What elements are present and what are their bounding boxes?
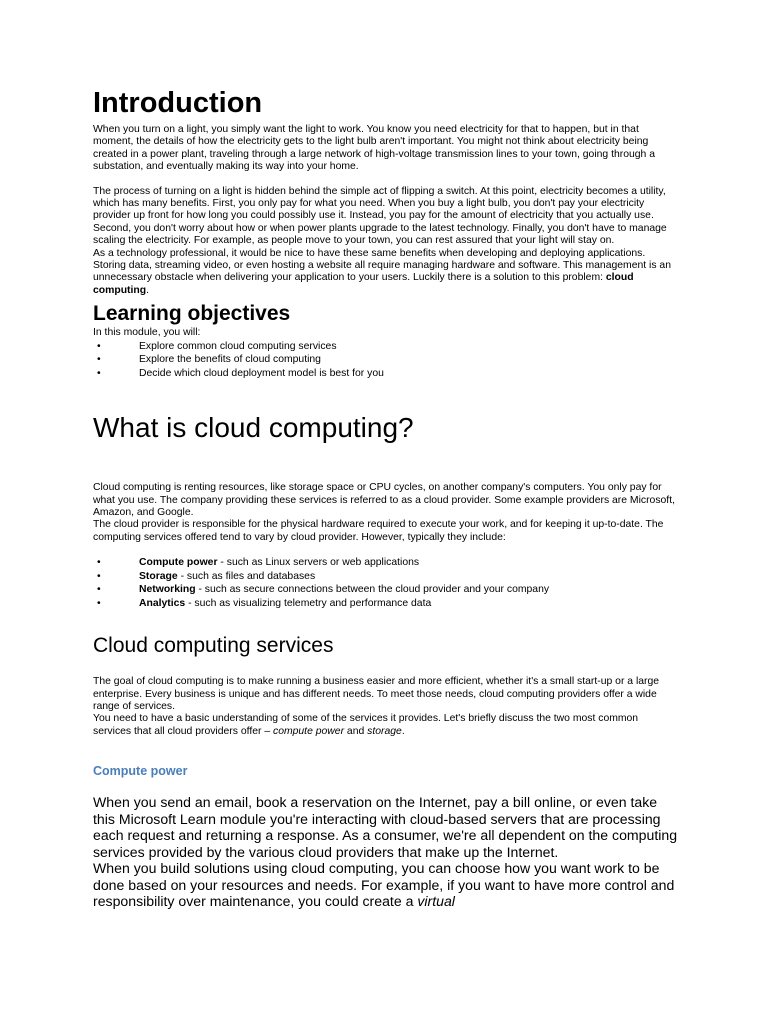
list-item: [93, 340, 678, 354]
list-item-term: Analytics: [139, 597, 186, 609]
introduction-heading: Introduction: [93, 87, 263, 119]
list-item-desc: - such as visualizing telemetry and performance data: [185, 597, 432, 609]
list-item: [93, 570, 678, 584]
list-item-desc: - such as secure connections between the cloud provider and your company: [195, 584, 550, 596]
list-item-term: Networking: [139, 584, 196, 596]
list-item: [93, 367, 678, 381]
services-paragraph-2-text: You need to have a basic understanding of some of the services it provides. Let's briefly discuss the two most common services that all cloud providers offer –: [93, 713, 639, 737]
list-item-text: Explore the benefits of cloud computing: [139, 354, 321, 366]
intro-paragraph-3-end: .: [146, 284, 149, 296]
services-paragraph-1: The goal of cloud computing is to make running a business easier and more efficient, whether it's a small start-up or a large enterprise. Every business is unique and has different needs. To meet those needs, cloud computing providers offer a wide range of services.: [93, 676, 660, 713]
compute-power-emphasis: compute power: [273, 725, 345, 737]
list-item: [93, 353, 678, 367]
intro-paragraph-1: When you turn on a light, you simply want the light to work. You know you need electricity for that to happen, but in that moment, the details of how the electricity gets to the light bulb aren't important. You might not think about electricity being created in a power plant, traveling through a large network of high-voltage transmission lines to your town, going through a substation, and eventually making its way into your home.: [93, 124, 655, 173]
and-text: and: [344, 725, 368, 737]
learning-objectives-heading: Learning objectives: [93, 302, 291, 326]
bullet: •: [97, 367, 101, 379]
list-item: [93, 583, 678, 597]
list-item-term: Compute power: [139, 557, 218, 569]
services-list: [93, 556, 678, 610]
bullet: •: [97, 340, 101, 352]
intro-paragraph-2: The process of turning on a light is hidden behind the simple act of flipping a switch. At this point, electricity becomes a utility, which has many benefits. First, you only pay for what you need. When you buy a light bulb, you don't pay your electricity provider up front for how long you could possibly use it. Instead, you pay for the amount of electricity that you actually use. Second, you don't worry about how or when power plants upgrade to the latest technology. Finally, you don't have to manage scaling the electricity. For example, as people move to your town, you can rest assured that your light will stay on.: [93, 185, 667, 247]
bullet: •: [97, 354, 101, 366]
bullet: •: [97, 584, 101, 596]
bullet: •: [97, 570, 101, 582]
objectives-list: [93, 340, 678, 381]
compute-paragraph-1: When you send an email, book a reservation on the Internet, pay a bill online, or even take this Microsoft Learn module you're interacting with cloud-based servers that are processing each request and returning a response. As a consumer, we're all dependent on the computing services provided by the various cloud providers that make up the Internet.: [93, 794, 678, 860]
what-paragraph-1: Cloud computing is renting resources, like storage space or CPU cycles, on another company's computers. You only pay for what you use. The company providing these services is referred to as a cloud provider. Some example providers are Microsoft, Amazon, and Google.: [93, 482, 675, 518]
services-paragraph-2: [93, 713, 678, 738]
list-item: [93, 556, 678, 570]
intro-paragraph-3-text: As a technology professional, it would be nice to have these same benefits when developing and deploying applications. Storing data, streaming video, or even hosting a website all require managing hardware and software. This management is an unnecessary obstacle when delivering your application to your users. Luckily there is a solution to this problem:: [93, 247, 671, 284]
objectives-lead: In this module, you will:: [93, 327, 201, 339]
cloud-computing-bold: cloud computing: [93, 272, 634, 296]
list-item-term: Storage: [139, 570, 178, 582]
storage-emphasis: storage: [367, 725, 402, 737]
what-paragraph-2: The cloud provider is responsible for the physical hardware required to execute your work, and for keeping it up-to-date. The computing services offered tend to vary by cloud provider. However, typically they include:: [93, 519, 664, 543]
compute-power-heading: Compute power: [93, 764, 188, 779]
virtual-emphasis: virtual: [417, 893, 455, 910]
bullet: •: [97, 557, 101, 569]
intro-paragraph-3: [93, 248, 678, 298]
list-item-text: Explore common cloud computing services: [139, 340, 337, 352]
compute-paragraph-2: [93, 860, 678, 910]
list-item-desc: - such as Linux servers or web applications: [217, 557, 420, 569]
cloud-computing-services-heading: Cloud computing services: [93, 634, 334, 658]
list-item: [93, 597, 678, 611]
list-item-desc: - such as files and databases: [177, 570, 316, 582]
document-content: [93, 86, 678, 910]
compute-paragraph-2-text: When you build solutions using cloud computing, you can choose how you want work to be done based on your resources and needs. For example, if you want to have more control and responsibility over maintenance, you could create a: [93, 860, 675, 910]
services-paragraph-2-end: .: [401, 725, 405, 737]
what-is-cloud-computing-heading: What is cloud computing?: [93, 412, 414, 444]
bullet: •: [97, 597, 101, 609]
list-item-text: Decide which cloud deployment model is best for you: [139, 367, 384, 379]
